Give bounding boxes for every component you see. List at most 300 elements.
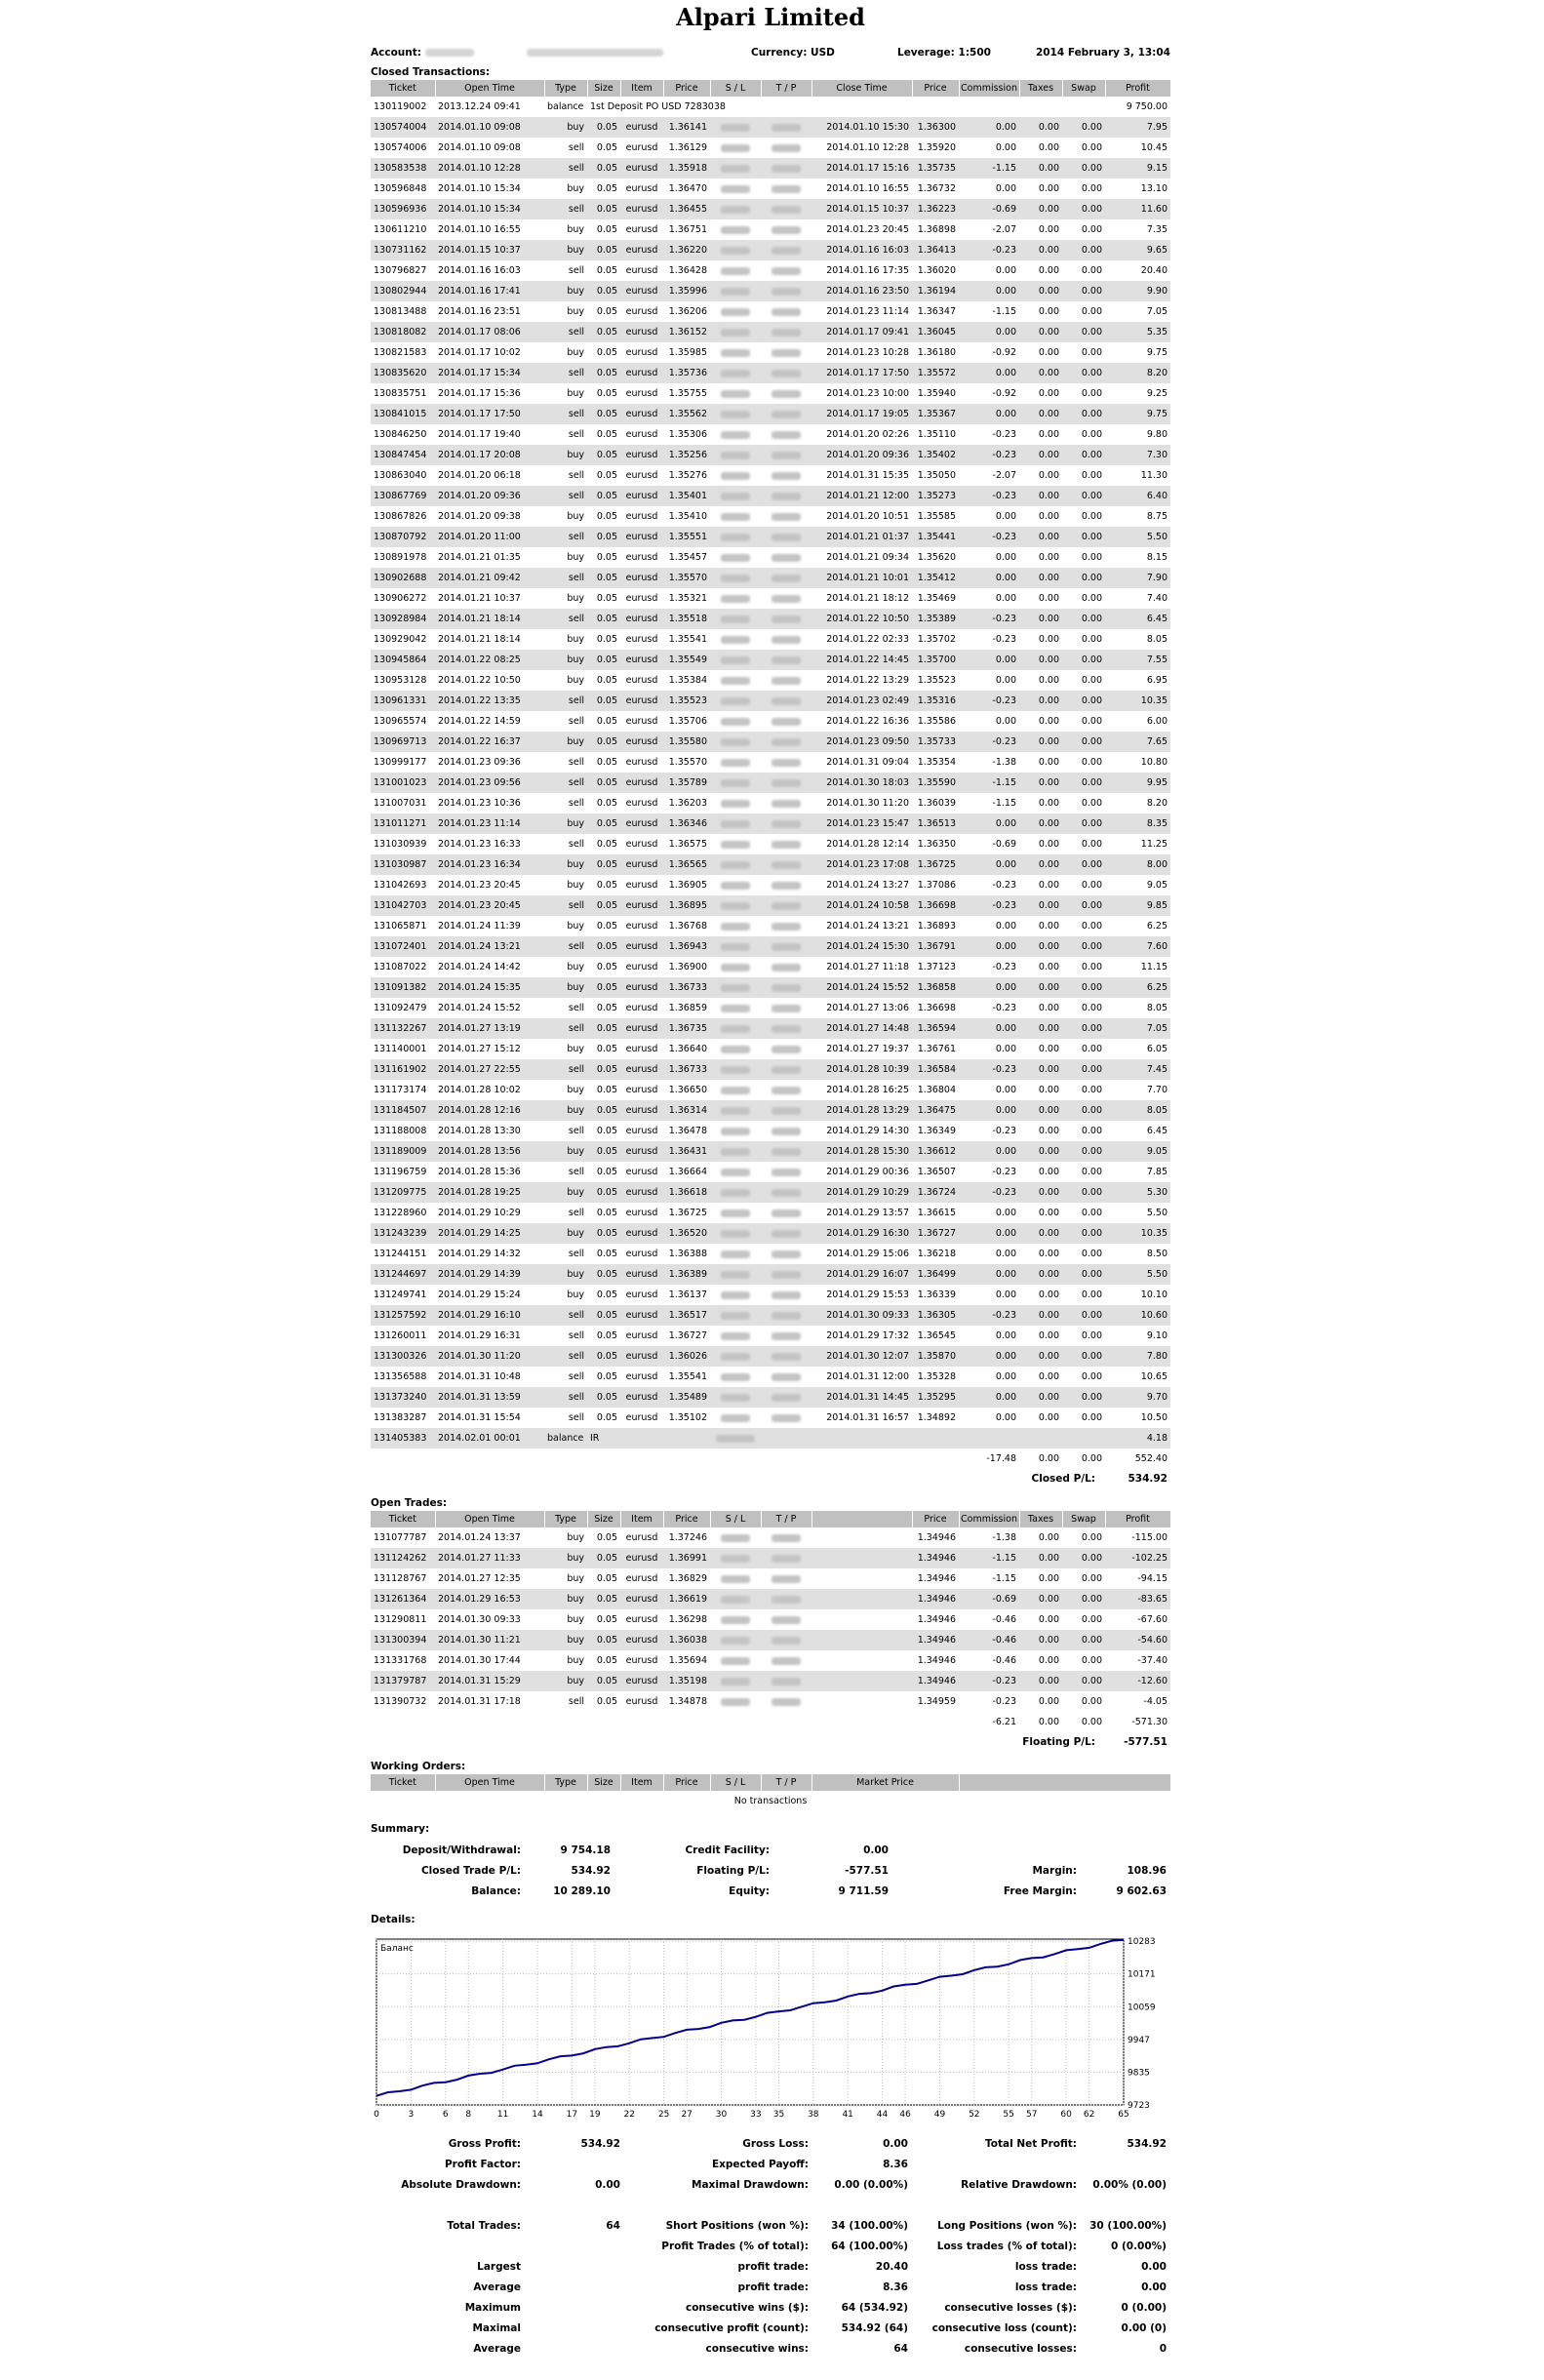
profit: 6.40 xyxy=(1105,486,1170,506)
swap: 0.00 xyxy=(1062,1589,1105,1609)
redacted-cell xyxy=(761,342,812,363)
redacted-cell xyxy=(761,301,812,322)
stat-value: 534.92 xyxy=(580,2138,620,2150)
summary-label: Credit Facility: xyxy=(685,1844,770,1856)
price: 1.35985 xyxy=(668,347,707,358)
open-header-col-4: Item xyxy=(620,1511,663,1527)
price: 1.36470 xyxy=(668,183,707,194)
open-time: 2014.01.29 14:32 xyxy=(438,1249,521,1259)
commission: -1.15 xyxy=(959,1548,1019,1568)
redacted-cell xyxy=(761,854,812,875)
close-price: 1.35441 xyxy=(912,527,959,547)
taxes: 0.00 xyxy=(1038,1085,1059,1095)
item: eurusd xyxy=(620,1387,663,1408)
redacted-cell xyxy=(710,1080,761,1100)
size: 0.05 xyxy=(587,1387,620,1408)
price: 1.35562 xyxy=(663,404,710,424)
commission: -0.69 xyxy=(959,199,1019,219)
close-time: 2014.01.23 10:00 xyxy=(826,388,909,399)
ticket: 130847454 xyxy=(371,445,435,465)
table-row xyxy=(371,916,1170,936)
profit: 7.05 xyxy=(1146,306,1168,317)
taxes: 0.00 xyxy=(1038,552,1059,563)
swap: 0.00 xyxy=(1081,183,1102,194)
summary-label: Balance: xyxy=(471,1885,521,1897)
close-time: 2014.01.31 12:00 xyxy=(826,1371,909,1382)
item: eurusd xyxy=(625,798,658,809)
close-price: 1.35735 xyxy=(912,158,959,178)
profit: 8.05 xyxy=(1146,1003,1168,1013)
type: buy xyxy=(544,1548,587,1568)
item: eurusd xyxy=(620,1059,663,1080)
x-tick-label: 49 xyxy=(933,2110,946,2120)
table-row xyxy=(371,363,1170,383)
type: buy xyxy=(567,1573,584,1584)
redacted-cell xyxy=(761,711,812,732)
item: eurusd xyxy=(620,404,663,424)
open-time: 2014.01.22 08:25 xyxy=(435,650,544,670)
close-time: 2014.01.24 13:21 xyxy=(826,921,909,932)
close-price: 1.36350 xyxy=(917,839,956,850)
type: buy xyxy=(544,977,587,998)
swap: 0.00 xyxy=(1062,1100,1105,1121)
swap: 0.00 xyxy=(1081,1412,1102,1423)
size: 0.05 xyxy=(587,854,620,875)
profit: 5.35 xyxy=(1105,322,1170,342)
taxes: 0.00 xyxy=(1019,936,1062,957)
ticket: 130867826 xyxy=(374,511,427,522)
close-time: 2014.01.21 01:37 xyxy=(812,527,912,547)
close-price: 1.36305 xyxy=(912,1305,959,1326)
balance-comment: 1st Deposit PO USD 7283038 xyxy=(590,101,726,112)
closed-header-row xyxy=(371,80,1170,97)
size: 0.05 xyxy=(587,936,620,957)
profit: 9.70 xyxy=(1105,1387,1170,1408)
type: buy xyxy=(544,854,587,875)
swap: 0.00 xyxy=(1081,1208,1102,1218)
taxes: 0.00 xyxy=(1019,158,1062,178)
open-total-commission: -6.21 xyxy=(992,1717,1016,1727)
commission: 0.00 xyxy=(995,183,1016,194)
redacted-cell xyxy=(710,240,761,260)
profit: 5.50 xyxy=(1105,1264,1170,1285)
redacted-cell xyxy=(761,1305,812,1326)
commission: -0.23 xyxy=(992,634,1016,645)
summary-label: Free Margin: xyxy=(1003,1885,1077,1897)
x-tick-label: 25 xyxy=(657,2110,670,2120)
table-row xyxy=(371,834,1170,854)
size: 0.05 xyxy=(587,813,620,834)
item: eurusd xyxy=(625,1696,658,1707)
open-time: 2014.01.21 18:14 xyxy=(435,609,544,629)
report-title: Alpari Limited xyxy=(676,3,865,31)
ticket: 131373240 xyxy=(371,1387,435,1408)
table-row xyxy=(371,773,1170,793)
profit: 9.05 xyxy=(1146,880,1168,891)
swap: 0.00 xyxy=(1081,265,1102,276)
table-row xyxy=(371,1548,1170,1568)
redacted-cell xyxy=(710,404,761,424)
type: buy xyxy=(567,880,584,891)
redacted-cell xyxy=(710,219,761,240)
close-price: 1.36893 xyxy=(917,921,956,932)
redacted-cell xyxy=(710,1121,761,1141)
type: sell xyxy=(544,199,587,219)
commission: -0.46 xyxy=(992,1614,1016,1625)
swap: 0.00 xyxy=(1081,757,1102,768)
redacted-cell xyxy=(761,445,812,465)
taxes: 0.00 xyxy=(1038,429,1059,440)
taxes: 0.00 xyxy=(1038,798,1059,809)
closed-pl-label: Closed P/L: xyxy=(1031,1473,1095,1485)
commission: 0.00 xyxy=(995,511,1016,522)
price: 1.36829 xyxy=(668,1573,707,1584)
open-time: 2014.01.22 14:59 xyxy=(438,716,521,727)
type: sell xyxy=(568,757,584,768)
summary-label: Equity: xyxy=(729,1885,770,1897)
closed-header-col-12: Swap xyxy=(1062,80,1105,97)
stat-value xyxy=(527,2257,624,2278)
profit: 10.45 xyxy=(1140,142,1168,153)
type: sell xyxy=(568,265,584,276)
stat-label: Total Trades: xyxy=(447,2220,521,2232)
profit: -115.00 xyxy=(1131,1532,1168,1543)
profit: -83.65 xyxy=(1105,1589,1170,1609)
redacted-cell xyxy=(761,895,812,916)
price: 1.36129 xyxy=(668,142,707,153)
type: sell xyxy=(544,1387,587,1408)
close-price: 1.36349 xyxy=(917,1126,956,1136)
swap: 0.00 xyxy=(1081,716,1102,727)
ticket: 130867769 xyxy=(371,486,435,506)
taxes: 0.00 xyxy=(1038,347,1059,358)
empty-cell xyxy=(812,1548,912,1568)
swap: 0.00 xyxy=(1081,1614,1102,1625)
profit: 6.05 xyxy=(1146,1044,1168,1054)
type: sell xyxy=(544,609,587,629)
size: 0.05 xyxy=(587,404,620,424)
summary-heading: Summary: xyxy=(371,1823,430,1835)
profit: 6.45 xyxy=(1146,1126,1168,1136)
taxes: 0.00 xyxy=(1038,1371,1059,1382)
table-row xyxy=(371,711,1170,732)
taxes: 0.00 xyxy=(1019,773,1062,793)
price: 1.36314 xyxy=(663,1100,710,1121)
size: 0.05 xyxy=(596,675,617,686)
swap: 0.00 xyxy=(1062,732,1105,752)
taxes: 0.00 xyxy=(1019,322,1062,342)
taxes: 0.00 xyxy=(1019,1387,1062,1408)
taxes: 0.00 xyxy=(1038,224,1059,235)
swap: 0.00 xyxy=(1062,568,1105,588)
closed-total-profit: 552.40 xyxy=(1134,1453,1168,1464)
table-row xyxy=(371,158,1170,178)
open-time: 2014.01.17 19:40 xyxy=(438,429,521,440)
swap: 0.00 xyxy=(1062,404,1105,424)
price: 1.36298 xyxy=(668,1614,707,1625)
table-row xyxy=(371,568,1170,588)
taxes: 0.00 xyxy=(1019,568,1062,588)
redacted-cell xyxy=(761,1527,812,1548)
profit: -4.05 xyxy=(1143,1696,1168,1707)
redacted-cell xyxy=(761,1039,812,1059)
open-header-col-9: Price xyxy=(912,1511,959,1527)
redacted-cell xyxy=(710,1223,761,1244)
open-time: 2014.01.30 09:33 xyxy=(438,1614,521,1625)
profit: -54.60 xyxy=(1105,1630,1170,1650)
close-time: 2014.01.24 10:58 xyxy=(812,895,912,916)
table-row xyxy=(371,1080,1170,1100)
price: 1.36905 xyxy=(668,880,707,891)
table-row xyxy=(371,732,1170,752)
taxes: 0.00 xyxy=(1038,511,1059,522)
close-time: 2014.01.10 16:55 xyxy=(826,183,909,194)
redacted-cell xyxy=(761,1548,812,1568)
price: 1.35401 xyxy=(663,486,710,506)
currency: Currency: USD xyxy=(751,47,835,59)
redacted-cell xyxy=(710,1305,761,1326)
open-time: 2014.01.24 13:21 xyxy=(435,936,544,957)
price: 1.35457 xyxy=(668,552,707,563)
close-price: 1.35940 xyxy=(917,388,956,399)
open-time: 2014.01.10 09:08 xyxy=(438,142,521,153)
empty-cell xyxy=(912,97,959,117)
empty-cell xyxy=(812,1671,912,1691)
item: eurusd xyxy=(620,1100,663,1121)
item: eurusd xyxy=(625,142,658,153)
x-tick-label: 60 xyxy=(1060,2110,1072,2120)
redacted-cell xyxy=(761,773,812,793)
summary-value: 9 754.18 xyxy=(560,1844,611,1856)
redacted-cell xyxy=(761,1408,812,1428)
close-price: 1.35328 xyxy=(917,1371,956,1382)
redacted-cell xyxy=(761,732,812,752)
empty-cell xyxy=(912,1428,959,1448)
table-row xyxy=(371,1305,1170,1326)
redacted-cell xyxy=(710,199,761,219)
ticket: 131228960 xyxy=(374,1208,427,1218)
ticket: 131383287 xyxy=(374,1412,427,1423)
ticket: 130891978 xyxy=(374,552,427,563)
close-time: 2014.01.10 12:28 xyxy=(826,142,909,153)
table-row xyxy=(371,219,1170,240)
item: eurusd xyxy=(625,1126,658,1136)
ticket: 131011271 xyxy=(371,813,435,834)
swap: 0.00 xyxy=(1081,593,1102,604)
close-price: 1.36300 xyxy=(912,117,959,138)
price: 1.36733 xyxy=(663,1059,710,1080)
close-time: 2014.01.27 14:48 xyxy=(812,1018,912,1039)
item: eurusd xyxy=(625,347,658,358)
price: 1.36900 xyxy=(668,962,707,972)
statistics-grid xyxy=(371,2134,1170,2360)
size: 0.05 xyxy=(587,609,620,629)
close-time: 2014.01.28 15:30 xyxy=(812,1141,912,1162)
profit: 8.05 xyxy=(1146,634,1168,645)
item: eurusd xyxy=(620,895,663,916)
swap: 0.00 xyxy=(1062,1141,1105,1162)
profit: 9 750.00 xyxy=(1126,101,1168,112)
commission: 0.00 xyxy=(995,1249,1016,1259)
close-price: 1.35590 xyxy=(912,773,959,793)
ticket: 130965574 xyxy=(374,716,427,727)
summary-value: 534.92 xyxy=(571,1865,611,1877)
stat-label: Profit Factor: xyxy=(444,2159,521,2170)
taxes: 0.00 xyxy=(1019,977,1062,998)
commission: -0.23 xyxy=(959,486,1019,506)
close-price: 1.35702 xyxy=(917,634,956,645)
redacted-cell xyxy=(710,1162,761,1182)
redacted-cell xyxy=(761,219,812,240)
type: buy xyxy=(567,593,584,604)
open-header-col-1: Open Time xyxy=(435,1511,544,1527)
redacted-cell xyxy=(710,1285,761,1305)
commission: -0.23 xyxy=(992,429,1016,440)
item: eurusd xyxy=(625,634,658,645)
ticket: 131244697 xyxy=(371,1264,435,1285)
type: buy xyxy=(567,388,584,399)
taxes: 0.00 xyxy=(1019,1630,1062,1650)
size: 0.05 xyxy=(587,527,620,547)
summary-value: 10 289.10 xyxy=(553,1885,611,1897)
swap: 0.00 xyxy=(1062,650,1105,670)
open-time: 2014.01.23 10:36 xyxy=(438,798,521,809)
swap: 0.00 xyxy=(1081,675,1102,686)
type: buy xyxy=(544,650,587,670)
item: eurusd xyxy=(620,977,663,998)
close-time: 2014.01.21 09:34 xyxy=(826,552,909,563)
profit: 4.18 xyxy=(1105,1428,1170,1448)
swap: 0.00 xyxy=(1081,347,1102,358)
table-row xyxy=(371,486,1170,506)
redacted-cell xyxy=(761,527,812,547)
table-row xyxy=(371,588,1170,609)
size: 0.05 xyxy=(596,224,617,235)
item: eurusd xyxy=(625,1371,658,1382)
size: 0.05 xyxy=(596,880,617,891)
ticket: 131243239 xyxy=(371,1223,435,1244)
profit: 7.95 xyxy=(1105,117,1170,138)
open-time: 2014.01.31 15:54 xyxy=(438,1412,521,1423)
commission: 0.00 xyxy=(959,1141,1019,1162)
redacted-cell xyxy=(710,1589,761,1609)
commission: -2.07 xyxy=(992,224,1016,235)
size: 0.05 xyxy=(587,1182,620,1203)
redacted-cell xyxy=(761,199,812,219)
item: eurusd xyxy=(620,1671,663,1691)
redacted-cell xyxy=(710,1408,761,1428)
account-name-redacted xyxy=(527,41,751,64)
empty-cell xyxy=(1019,1428,1062,1448)
size: 0.05 xyxy=(596,511,617,522)
type: sell xyxy=(544,568,587,588)
redacted-cell xyxy=(761,1203,812,1223)
swap: 0.00 xyxy=(1081,1655,1102,1666)
close-time: 2014.01.10 15:30 xyxy=(812,117,912,138)
ticket: 130835620 xyxy=(371,363,435,383)
taxes: 0.00 xyxy=(1038,1126,1059,1136)
redacted-cell xyxy=(761,1080,812,1100)
type: buy xyxy=(544,732,587,752)
profit: 7.60 xyxy=(1105,936,1170,957)
profit: 6.00 xyxy=(1146,716,1168,727)
close-price: 1.36413 xyxy=(912,240,959,260)
price: 1.35410 xyxy=(668,511,707,522)
closed-header-col-8: Close Time xyxy=(812,80,912,97)
commission: -0.23 xyxy=(992,880,1016,891)
stat-label xyxy=(912,2196,1083,2216)
stat-label: Total Net Profit: xyxy=(984,2138,1077,2150)
empty-cell xyxy=(812,1589,912,1609)
x-tick-label: 8 xyxy=(465,2110,472,2120)
table-row xyxy=(371,506,1170,527)
open-total-swap: 0.00 xyxy=(1081,1717,1102,1727)
ticket: 131173174 xyxy=(374,1085,427,1095)
size: 0.05 xyxy=(596,183,617,194)
profit: 7.55 xyxy=(1105,650,1170,670)
x-tick-label: 57 xyxy=(1025,2110,1038,2120)
price: 1.35570 xyxy=(668,757,707,768)
profit: 6.25 xyxy=(1146,921,1168,932)
table-row xyxy=(371,1691,1170,1712)
price: 1.35996 xyxy=(663,281,710,301)
summary-value: 108.96 xyxy=(1127,1865,1167,1877)
close-time: 2014.01.17 17:50 xyxy=(812,363,912,383)
close-price: 1.35316 xyxy=(912,691,959,711)
stat-value: 8.36 xyxy=(883,2159,908,2170)
working-header-col-0: Ticket xyxy=(371,1774,435,1791)
stat-label: Relative Drawdown: xyxy=(961,2179,1077,2191)
table-row xyxy=(371,1527,1170,1548)
price: 1.35549 xyxy=(663,650,710,670)
type: buy xyxy=(567,511,584,522)
commission: -0.46 xyxy=(992,1655,1016,1666)
size: 0.05 xyxy=(596,470,617,481)
size: 0.05 xyxy=(596,757,617,768)
taxes: 0.00 xyxy=(1038,1167,1059,1177)
redacted-cell xyxy=(761,977,812,998)
item: eurusd xyxy=(625,224,658,235)
profit: -67.60 xyxy=(1137,1614,1168,1625)
profit: 7.80 xyxy=(1105,1346,1170,1367)
price: 1.36517 xyxy=(663,1305,710,1326)
stat-label: Gross Loss: xyxy=(742,2138,809,2150)
close-price: 1.35585 xyxy=(917,511,956,522)
table-row xyxy=(371,895,1170,916)
close-time: 2014.01.20 10:51 xyxy=(826,511,909,522)
closed-pl-row xyxy=(371,1469,1170,1489)
commission: -0.23 xyxy=(992,1126,1016,1136)
open-time: 2014.01.28 10:02 xyxy=(438,1085,521,1095)
price: 1.36733 xyxy=(663,977,710,998)
close-time: 2014.01.28 13:29 xyxy=(812,1100,912,1121)
stat-label: Maximal xyxy=(472,2322,521,2334)
type: buy xyxy=(567,634,584,645)
stat-value: 0.00 xyxy=(883,2138,908,2150)
empty-cell xyxy=(1062,1428,1105,1448)
redacted-cell xyxy=(710,793,761,813)
close-price: 1.37123 xyxy=(917,962,956,972)
swap: 0.00 xyxy=(1081,880,1102,891)
type: sell xyxy=(544,1018,587,1039)
stat-label: consecutive losses: xyxy=(964,2343,1077,2355)
price: 1.35321 xyxy=(668,593,707,604)
size: 0.05 xyxy=(596,265,617,276)
ticket: 131189009 xyxy=(371,1141,435,1162)
y-tick-label: 10171 xyxy=(1128,1969,1156,1980)
redacted-cell xyxy=(761,1244,812,1264)
swap: 0.00 xyxy=(1062,1548,1105,1568)
